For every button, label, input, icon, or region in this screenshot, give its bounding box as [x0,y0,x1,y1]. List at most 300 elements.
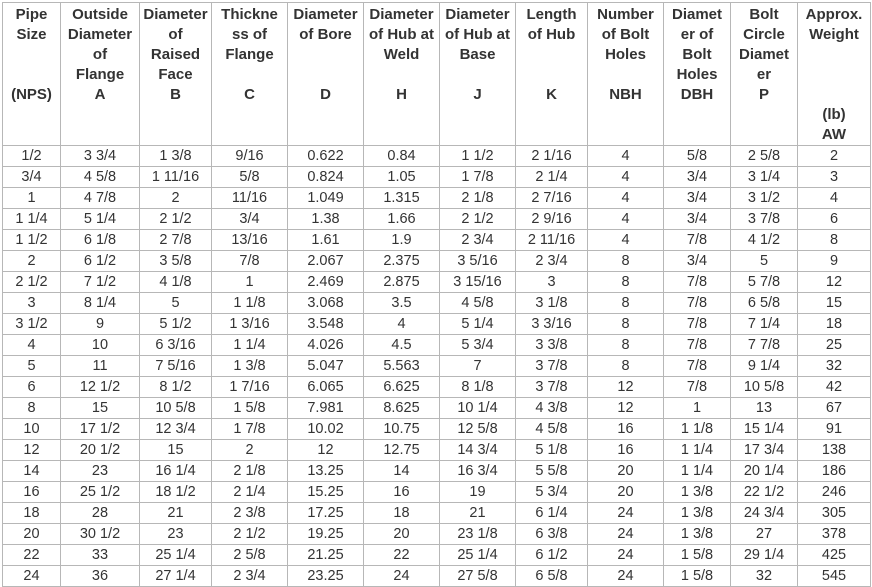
column-header-line: ss of [231,26,267,43]
table-cell: 6 [3,377,61,398]
table-cell: 15.25 [288,482,364,503]
header-spacer [588,65,663,85]
column-header-line: Circle [743,26,785,43]
table-cell: 32 [731,566,798,587]
table-cell: 1 5/8 [212,398,288,419]
table-cell: 378 [798,524,871,545]
header-spacer [212,65,287,85]
table-cell: 5 1/8 [516,440,588,461]
column-header-9 [664,3,731,146]
column-symbol: D [320,86,331,103]
table-cell: 2 1/16 [516,146,588,167]
table-cell: 1 [3,188,61,209]
table-cell: 1 1/4 [664,440,731,461]
header-row [3,3,871,146]
table-row [3,230,871,251]
table-cell: 1 3/8 [664,503,731,524]
table-cell: 20 [3,524,61,545]
table-cell: 24 [588,524,664,545]
header-spacer [440,65,515,85]
column-header-line: Face [158,66,193,83]
table-cell: 4 [588,146,664,167]
table-cell: 6 3/16 [140,335,212,356]
table-cell: 5 [3,356,61,377]
table-cell: 17.25 [288,503,364,524]
table-cell: 3/4 [3,167,61,188]
table-cell: 4 5/8 [61,167,140,188]
column-symbol: B [170,86,181,103]
table-cell: 4 [588,188,664,209]
table-cell: 5.563 [364,356,440,377]
table-cell: 4 [588,167,664,188]
table-cell: 3/4 [664,251,731,272]
table-cell: 24 3/4 [731,503,798,524]
table-cell: 16 3/4 [440,461,516,482]
table-cell: 4 5/8 [440,293,516,314]
table-cell: 3 3/4 [61,146,140,167]
table-cell: 1 3/8 [212,356,288,377]
table-body [3,146,871,587]
table-cell: 1 5/8 [664,545,731,566]
table-cell: 14 [3,461,61,482]
table-cell: 12 3/4 [140,419,212,440]
column-symbol: P [758,86,769,103]
table-cell: 3 1/8 [516,293,588,314]
table-cell: 3.548 [288,314,364,335]
table-cell: 25 [798,335,871,356]
table-cell: 5 1/2 [140,314,212,335]
table-cell: 3 [3,293,61,314]
table-row [3,482,871,503]
column-header-11 [798,3,871,146]
table-cell: 23 1/8 [440,524,516,545]
table-cell: 15 1/4 [731,419,798,440]
table-row [3,566,871,587]
table-cell: 23 [140,524,212,545]
table-cell: 3.068 [288,293,364,314]
table-header [3,3,871,146]
table-cell: 17 1/2 [61,419,140,440]
table-cell: 305 [798,503,871,524]
table-cell: 67 [798,398,871,419]
table-cell: 8 [3,398,61,419]
header-spacer [798,45,870,65]
table-cell: 24 [364,566,440,587]
table-cell: 1 [664,398,731,419]
table-cell: 5 5/8 [516,461,588,482]
table-cell: 2 1/2 [440,209,516,230]
column-header-line: of Hub [527,26,576,43]
table-cell: 21 [440,503,516,524]
table-cell: 6 5/8 [731,293,798,314]
table-row [3,440,871,461]
table-cell: 246 [798,482,871,503]
table-cell: 4 [588,230,664,251]
table-cell: 8 [588,293,664,314]
table-cell: 16 [588,419,664,440]
table-cell: 20 1/4 [731,461,798,482]
header-spacer [798,65,870,85]
table-cell: 8 [588,251,664,272]
table-cell: 91 [798,419,871,440]
table-cell: 27 1/4 [140,566,212,587]
table-cell: 3 5/8 [140,251,212,272]
table-cell: 4 1/2 [731,230,798,251]
table-cell: 16 [364,482,440,503]
table-cell: 7 [440,356,516,377]
column-header-line: of Hub at [369,26,434,43]
column-symbol: H [396,86,407,103]
table-cell: 4 5/8 [516,419,588,440]
table-cell: 2 [3,251,61,272]
table-cell: 25 1/2 [61,482,140,503]
table-cell: 7/8 [664,293,731,314]
table-cell: 5.047 [288,356,364,377]
table-cell: 4 3/8 [516,398,588,419]
table-row [3,251,871,272]
table-row [3,209,871,230]
column-header-5 [364,3,440,146]
table-cell: 21 [140,503,212,524]
table-cell: 2 1/4 [212,482,288,503]
table-cell: 3/4 [664,167,731,188]
table-cell: 2 7/16 [516,188,588,209]
column-header-line: Bolt [749,6,779,23]
table-cell: 7/8 [664,335,731,356]
table-cell: 22 1/2 [731,482,798,503]
table-cell: 7/8 [664,272,731,293]
column-header-0 [3,3,61,146]
table-cell: 14 3/4 [440,440,516,461]
table-cell: 24 [3,566,61,587]
column-symbol: (lb) [822,106,846,123]
table-cell: 9 [61,314,140,335]
column-header-line: Diamet [671,6,723,23]
table-cell: 3 15/16 [440,272,516,293]
table-row [3,146,871,167]
table-cell: 10 [61,335,140,356]
table-cell: 20 1/2 [61,440,140,461]
table-cell: 1 1/8 [664,419,731,440]
column-header-line: Diameter [369,6,434,23]
table-cell: 3 [798,167,871,188]
table-row [3,272,871,293]
column-header-line: er of [680,26,714,43]
table-cell: 5/8 [664,146,731,167]
table-cell: 7/8 [664,314,731,335]
table-cell: 8 1/4 [61,293,140,314]
table-cell: 3/4 [664,188,731,209]
column-header-8 [588,3,664,146]
table-row [3,419,871,440]
table-row [3,545,871,566]
table-cell: 2 [140,188,212,209]
table-cell: 2 1/4 [516,167,588,188]
table-cell: 36 [61,566,140,587]
table-cell: 32 [798,356,871,377]
table-cell: 25 1/4 [440,545,516,566]
table-cell: 20 [364,524,440,545]
column-header-4 [288,3,364,146]
table-cell: 2 3/4 [212,566,288,587]
table-cell: 10 [3,419,61,440]
table-cell: 18 [3,503,61,524]
column-header-line: Pipe [15,6,48,23]
table-cell: 12 [588,377,664,398]
table-cell: 3 1/2 [731,188,798,209]
table-cell: 4 [588,209,664,230]
table-cell: 7 7/8 [731,335,798,356]
table-cell: 3.5 [364,293,440,314]
column-header-line: Thickne [221,6,278,23]
table-cell: 4 [798,188,871,209]
table-cell: 6 1/8 [61,230,140,251]
table-cell: 27 5/8 [440,566,516,587]
column-header-3 [212,3,288,146]
table-cell: 5/8 [212,167,288,188]
column-header-line: of Bore [299,26,352,43]
column-header-line: Diameter [143,6,208,23]
column-header-line: Raised [150,46,201,63]
table-cell: 7 1/4 [731,314,798,335]
column-symbol: DBH [680,86,714,103]
column-symbol: K [546,86,557,103]
table-cell: 18 1/2 [140,482,212,503]
table-cell: 2.875 [364,272,440,293]
table-cell: 6.065 [288,377,364,398]
flange-dimensions-table [2,2,871,587]
table-cell: 10.75 [364,419,440,440]
table-cell: 2.469 [288,272,364,293]
table-cell: 4.026 [288,335,364,356]
table-row [3,377,871,398]
table-cell: 1 3/8 [664,524,731,545]
table-row [3,188,871,209]
table-cell: 1.66 [364,209,440,230]
column-header-line: Diamet [738,46,790,63]
table-cell: 6 1/2 [516,545,588,566]
table-cell: 138 [798,440,871,461]
table-cell: 21.25 [288,545,364,566]
table-cell: 1.049 [288,188,364,209]
table-cell: 7/8 [664,230,731,251]
column-header-line: of [168,26,183,43]
table-cell: 8 [588,272,664,293]
column-header-line: Approx. [805,6,863,23]
column-header-line: Holes [676,66,718,83]
column-header-2 [140,3,212,146]
table-row [3,398,871,419]
table-cell: 6.625 [364,377,440,398]
table-cell: 7/8 [212,251,288,272]
column-symbol: NBH [609,86,642,103]
table-cell: 13.25 [288,461,364,482]
table-cell: 4.5 [364,335,440,356]
table-cell: 425 [798,545,871,566]
column-header-line: Weight [809,26,859,43]
table-row [3,314,871,335]
column-header-line: Diameter [67,26,133,43]
table-cell: 8.625 [364,398,440,419]
table-cell: 1 1/2 [440,146,516,167]
column-header-line: Number [597,6,654,23]
table-cell: 1.61 [288,230,364,251]
table-cell: 2 1/8 [440,188,516,209]
table-cell: 1 7/8 [440,167,516,188]
table-cell: 2 7/8 [140,230,212,251]
column-header-7 [516,3,588,146]
table-cell: 16 [3,482,61,503]
table-cell: 17 3/4 [731,440,798,461]
table-cell: 12 [3,440,61,461]
table-row [3,461,871,482]
table-cell: 5 [731,251,798,272]
table-cell: 8 1/8 [440,377,516,398]
table-cell: 1 [212,272,288,293]
table-cell: 18 [364,503,440,524]
table-cell: 20 [588,482,664,503]
table-cell: 5 [140,293,212,314]
table-cell: 0.622 [288,146,364,167]
table-cell: 8 [588,356,664,377]
table-cell: 12 [288,440,364,461]
table-cell: 1 7/16 [212,377,288,398]
table-cell: 10 5/8 [731,377,798,398]
table-cell: 2 1/2 [212,524,288,545]
table-row [3,293,871,314]
table-cell: 12 [798,272,871,293]
column-header-line: Bolt [682,46,712,63]
table-cell: 186 [798,461,871,482]
table-cell: 15 [61,398,140,419]
table-cell: 6 1/4 [516,503,588,524]
table-cell: 3 5/16 [440,251,516,272]
table-cell: 24 [588,566,664,587]
table-cell: 5 7/8 [731,272,798,293]
table-cell: 15 [140,440,212,461]
column-symbol: J [473,86,482,103]
column-symbol-secondary: AW [821,126,847,143]
table-cell: 22 [364,545,440,566]
table-cell: 3/4 [212,209,288,230]
table-cell: 5 3/4 [440,335,516,356]
table-cell: 3 7/8 [516,356,588,377]
table-cell: 28 [61,503,140,524]
table-cell: 1 3/16 [212,314,288,335]
table-cell: 10.02 [288,419,364,440]
table-cell: 1 1/8 [212,293,288,314]
table-cell: 3/4 [664,209,731,230]
table-cell: 2 5/8 [731,146,798,167]
column-symbol: A [94,86,106,103]
table-cell: 2 1/8 [212,461,288,482]
column-header-line: of Hub at [445,26,510,43]
table-cell: 12 5/8 [440,419,516,440]
table-cell: 24 [588,545,664,566]
table-cell: 545 [798,566,871,587]
table-cell: 2 3/8 [212,503,288,524]
table-cell: 1 1/4 [212,335,288,356]
table-cell: 5 1/4 [61,209,140,230]
table-cell: 18 [798,314,871,335]
table-cell: 4 [3,335,61,356]
column-header-6 [440,3,516,146]
table-cell: 3 [516,272,588,293]
table-cell: 7/8 [664,356,731,377]
table-cell: 1 3/8 [664,482,731,503]
header-spacer [516,65,587,85]
table-cell: 7 5/16 [140,356,212,377]
table-row [3,356,871,377]
table-cell: 2 [798,146,871,167]
table-cell: 6 3/8 [516,524,588,545]
column-header-line: of [92,46,108,63]
table-cell: 30 1/2 [61,524,140,545]
column-header-line: Diameter [293,6,358,23]
table-cell: 23 [61,461,140,482]
table-cell: 19 [440,482,516,503]
table-cell: 27 [731,524,798,545]
table-cell: 8 1/2 [140,377,212,398]
table-cell: 1 1/4 [3,209,61,230]
table-cell: 25 1/4 [140,545,212,566]
table-cell: 6 1/2 [61,251,140,272]
table-cell: 1 11/16 [140,167,212,188]
column-header-line: Size [16,26,47,43]
header-spacer [798,85,870,105]
table-cell: 2 5/8 [212,545,288,566]
table-cell: 1.05 [364,167,440,188]
table-cell: 15 [798,293,871,314]
header-spacer [364,65,439,85]
column-header-line: of Bolt [601,26,650,43]
table-cell: 7.981 [288,398,364,419]
table-cell: 5 3/4 [516,482,588,503]
table-cell: 19.25 [288,524,364,545]
table-cell: 8 [588,314,664,335]
table-cell: 4 [364,314,440,335]
table-cell: 1 7/8 [212,419,288,440]
table-cell: 12 1/2 [61,377,140,398]
table-cell: 24 [588,503,664,524]
table-cell: 1 1/4 [664,461,731,482]
table-cell: 4 1/8 [140,272,212,293]
table-cell: 7/8 [664,377,731,398]
table-cell: 1.38 [288,209,364,230]
table-cell: 8 [588,335,664,356]
header-spacer [516,45,587,65]
table-cell: 2.067 [288,251,364,272]
table-cell: 2 1/2 [140,209,212,230]
table-cell: 1 1/2 [3,230,61,251]
column-symbol: (NPS) [11,86,52,103]
table-cell: 3 7/8 [516,377,588,398]
table-row [3,503,871,524]
table-cell: 11 [61,356,140,377]
table-cell: 3 1/2 [3,314,61,335]
table-cell: 2 [212,440,288,461]
table-cell: 11/16 [212,188,288,209]
table-cell: 6 [798,209,871,230]
table-cell: 13 [731,398,798,419]
table-cell: 3 1/4 [731,167,798,188]
table-cell: 2 3/4 [440,230,516,251]
table-cell: 9 1/4 [731,356,798,377]
table-cell: 6 5/8 [516,566,588,587]
table-cell: 0.84 [364,146,440,167]
table-cell: 14 [364,461,440,482]
table-cell: 2 1/2 [3,272,61,293]
